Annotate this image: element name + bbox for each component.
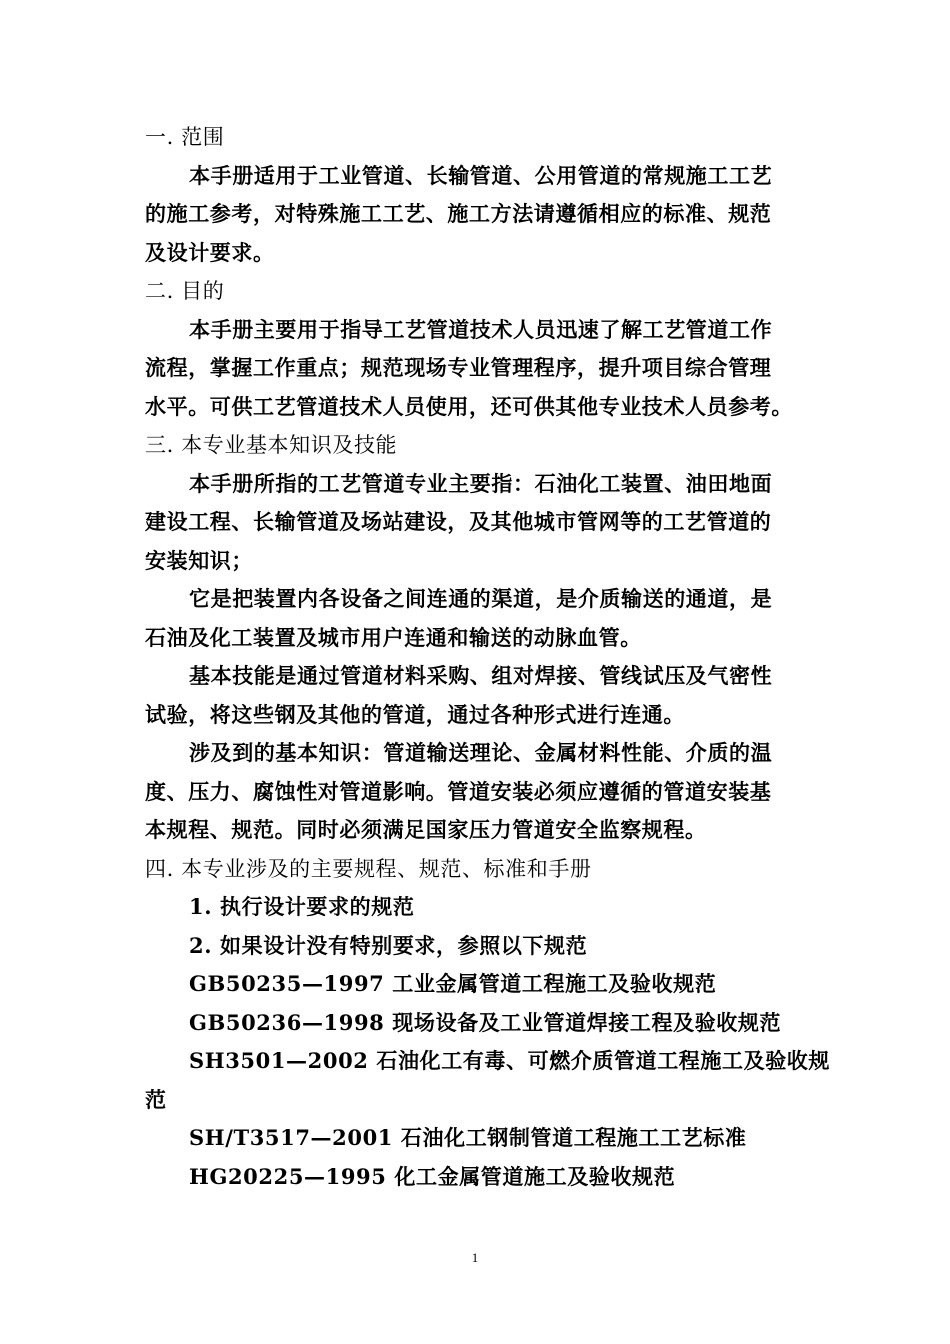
section-heading-standards: 四. 本专业涉及的主要规程、规范、标准和手册 (145, 856, 592, 881)
paragraph-knowledge-1 (145, 465, 810, 581)
document-body (145, 118, 831, 1196)
paragraph-line: 石油及化工装置及城市用户连通和输送的动脉血管。 (145, 624, 642, 650)
paragraph-purpose (145, 311, 810, 427)
section-heading-knowledge: 三. 本专业基本知识及技能 (145, 433, 398, 457)
paragraph-line: 本手册适用于工业管道、长输管道、公用管道的常规施工工艺 (189, 162, 773, 188)
standard-item-continuation: 范 (145, 1086, 167, 1112)
standard-item: SH3501—2002 石油化工有毒、可燃介质管道工程施工及验收规 (189, 1048, 831, 1073)
paragraph-knowledge-3 (145, 657, 810, 734)
standard-item: HG20225—1995 化工金属管道施工及验收规范 (189, 1163, 676, 1189)
paragraph-line: 它是把装置内各设备之间连通的渠道，是介质输送的通道，是 (189, 586, 773, 611)
paragraph-line: 建设工程、长输管道及场站建设，及其他城市管网等的工艺管道的 (145, 509, 772, 534)
paragraph-line: 水平。可供工艺管道技术人员使用，还可供其他专业技术人员参考。 (145, 393, 793, 419)
standards-list (145, 965, 831, 1196)
page-number: 1 (471, 1250, 479, 1265)
list-item: 2. 如果设计没有特别要求，参照以下规范 (189, 932, 588, 958)
numbered-list (145, 888, 810, 965)
paragraph-line: 本手册所指的工艺管道专业主要指：石油化工装置、油田地面 (189, 470, 773, 496)
standard-item: GB50236—1998 现场设备及工业管道焊接工程及验收规范 (189, 1009, 782, 1035)
paragraph-line: 涉及到的基本知识：管道输送理论、金属材料性能、介质的温 (189, 740, 773, 765)
standard-item: GB50235—1997 工业金属管道工程施工及验收规范 (189, 971, 717, 996)
paragraph-line: 流程，掌握工作重点；规范现场专业管理程序，提升项目综合管理 (145, 355, 772, 380)
paragraph-line: 安装知识； (145, 547, 253, 573)
paragraph-line: 的施工参考，对特殊施工工艺、施工方法请遵循相应的标准、规范 (145, 201, 772, 226)
standard-item: SH/T3517—2001 石油化工钢制管道工程施工工艺标准 (189, 1125, 747, 1150)
list-item: 1. 执行设计要求的规范 (189, 894, 415, 919)
section-heading-purpose: 二. 目的 (145, 279, 225, 303)
paragraph-knowledge-2 (145, 580, 810, 657)
paragraph-line: 基本技能是通过管道材料采购、组对焊接、管线试压及气密性 (189, 663, 773, 688)
section-heading-scope: 一. 范围 (145, 125, 225, 149)
paragraph-scope (145, 157, 810, 273)
paragraph-line: 度、压力、腐蚀性对管道影响。管道安装必须应遵循的管道安装基 (145, 778, 772, 804)
paragraph-knowledge-4 (145, 734, 810, 850)
paragraph-line: 本规程、规范。同时必须满足国家压力管道安全监察规程。 (145, 817, 707, 842)
paragraph-line: 本手册主要用于指导工艺管道技术人员迅速了解工艺管道工作 (189, 316, 773, 342)
paragraph-line: 试验，将这些钢及其他的管道，通过各种形式进行连通。 (145, 701, 685, 727)
paragraph-line: 及设计要求。 (145, 239, 275, 265)
